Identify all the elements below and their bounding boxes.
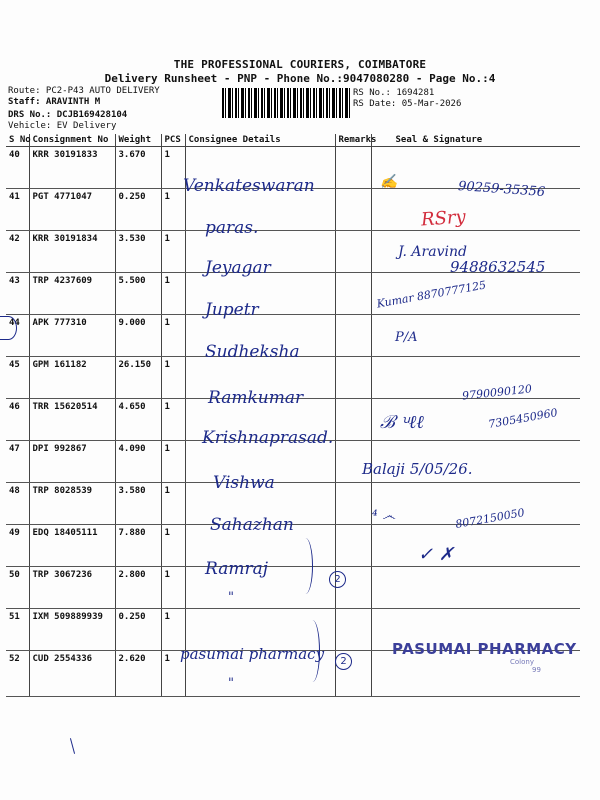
consignment-cell: CUD 2554336 bbox=[29, 651, 115, 697]
consignment-cell: TRP 4237609 bbox=[29, 273, 115, 315]
weight-cell: 4.090 bbox=[115, 441, 161, 483]
weight-cell: 0.250 bbox=[115, 189, 161, 231]
stamp-line: Colony bbox=[510, 658, 534, 666]
table-header-row bbox=[6, 134, 580, 147]
weight-cell: 3.670 bbox=[115, 147, 161, 189]
brace-stroke bbox=[305, 620, 320, 682]
signature-phone: 9488632545 bbox=[450, 258, 546, 276]
circled-count: 2 bbox=[329, 571, 346, 588]
pcs-cell: 1 bbox=[161, 483, 185, 525]
sno-cell: 41 bbox=[6, 189, 29, 231]
sno-cell: 42 bbox=[6, 231, 29, 273]
pcs-cell: 1 bbox=[161, 315, 185, 357]
sno-cell: 52 bbox=[6, 651, 29, 697]
sno-cell: 44 bbox=[6, 315, 29, 357]
pcs-cell: 1 bbox=[161, 567, 185, 609]
handwritten-name: Jupetr bbox=[205, 300, 259, 320]
ditto-mark: " bbox=[228, 590, 234, 605]
weight-cell: 0.250 bbox=[115, 609, 161, 651]
sno-cell: 48 bbox=[6, 483, 29, 525]
handwritten-name: pasumai pharmacy bbox=[180, 645, 325, 663]
pcs-cell: 1 bbox=[161, 609, 185, 651]
weight-cell: 4.650 bbox=[115, 399, 161, 441]
consignment-cell: TRR 15620514 bbox=[29, 399, 115, 441]
pcs-cell: 1 bbox=[161, 525, 185, 567]
signature-cell bbox=[371, 525, 580, 567]
handwritten-name: paras. bbox=[205, 218, 259, 238]
staff-text: Staff: ARAVINTH M bbox=[8, 97, 101, 107]
pharmacy-stamp bbox=[392, 640, 582, 674]
handwritten-name: Ramraj bbox=[205, 559, 268, 579]
remarks-cell bbox=[335, 609, 371, 651]
col-header-consignment: Consignment No bbox=[29, 134, 115, 147]
ditto-mark: " bbox=[228, 676, 234, 691]
sno-cell: 40 bbox=[6, 147, 29, 189]
rs-date: RS Date: 05-Mar-2026 bbox=[353, 99, 462, 109]
stamp-line: 99 bbox=[532, 666, 541, 674]
pcs-cell: 1 bbox=[161, 273, 185, 315]
remarks-cell bbox=[335, 357, 371, 399]
pcs-cell: 1 bbox=[161, 651, 185, 697]
signature: Balaji 5/05/26. bbox=[362, 460, 473, 478]
handwritten-name: Venkateswaran bbox=[183, 176, 315, 196]
weight-cell: 3.530 bbox=[115, 231, 161, 273]
consignment-cell: EDQ 18405111 bbox=[29, 525, 115, 567]
weight-cell: 2.620 bbox=[115, 651, 161, 697]
table-row bbox=[6, 273, 580, 315]
remarks-cell bbox=[335, 399, 371, 441]
consignment-cell: TRP 8028539 bbox=[29, 483, 115, 525]
sno-cell: 51 bbox=[6, 609, 29, 651]
signature-phone: 9790090120 bbox=[461, 382, 533, 403]
signature: RSry bbox=[420, 206, 467, 231]
consignment-cell: PGT 4771047 bbox=[29, 189, 115, 231]
signature-scribble: ✓ ✗ bbox=[418, 544, 454, 565]
weight-cell: 7.880 bbox=[115, 525, 161, 567]
consignment-cell: KRR 30191833 bbox=[29, 147, 115, 189]
remarks-cell bbox=[335, 231, 371, 273]
pcs-cell: 1 bbox=[161, 147, 185, 189]
consignment-cell: APK 777310 bbox=[29, 315, 115, 357]
handwritten-name: Jeyagar bbox=[205, 258, 271, 278]
remarks-cell bbox=[335, 147, 371, 189]
pcs-cell: 1 bbox=[161, 441, 185, 483]
signature: P/A bbox=[395, 330, 418, 345]
sno-cell: 45 bbox=[6, 357, 29, 399]
handwritten-name: Vishwa bbox=[213, 473, 275, 493]
pcs-cell: 1 bbox=[161, 357, 185, 399]
consignment-cell: TRP 3067236 bbox=[29, 567, 115, 609]
sno-cell: 49 bbox=[6, 525, 29, 567]
sno-cell: 43 bbox=[6, 273, 29, 315]
weight-cell: 3.580 bbox=[115, 483, 161, 525]
runsheet-subtitle: Delivery Runsheet - PNP - Phone No.:9047080280 - Page No.:4 bbox=[104, 72, 496, 85]
col-header-sno: S No bbox=[6, 134, 29, 147]
handwritten-name: Ramkumar bbox=[208, 388, 304, 408]
signature-phone: 90259-35356 bbox=[457, 178, 546, 201]
col-header-remarks: Remarks bbox=[335, 134, 371, 147]
signature: Kumar 8870777125 bbox=[375, 278, 488, 311]
stamp-name: PASUMAI PHARMACY bbox=[392, 640, 577, 658]
weight-cell: 9.000 bbox=[115, 315, 161, 357]
circled-count: 2 bbox=[335, 653, 352, 670]
pcs-cell: 1 bbox=[161, 231, 185, 273]
weight-cell: 2.800 bbox=[115, 567, 161, 609]
table-row bbox=[6, 567, 580, 609]
consignment-cell: GPM 161182 bbox=[29, 357, 115, 399]
consignment-cell: DPI 992867 bbox=[29, 441, 115, 483]
signature: J. Aravind bbox=[398, 244, 467, 260]
row-mark-circle bbox=[0, 316, 17, 340]
vehicle-text: Vehicle: EV Delivery bbox=[8, 121, 117, 131]
weight-cell: 5.500 bbox=[115, 273, 161, 315]
barcode bbox=[222, 88, 350, 118]
remarks-cell bbox=[335, 315, 371, 357]
signature-scribble: ✍ bbox=[380, 174, 398, 190]
remarks-cell bbox=[335, 525, 371, 567]
runsheet-table bbox=[6, 134, 580, 697]
drs-number: DRS No.: DCJB169428104 bbox=[8, 110, 128, 120]
sno-cell: 46 bbox=[6, 399, 29, 441]
pcs-cell: 1 bbox=[161, 399, 185, 441]
stray-pen-mark bbox=[70, 738, 75, 754]
col-header-weight: Weight bbox=[115, 134, 161, 147]
pcs-cell: 1 bbox=[161, 189, 185, 231]
handwritten-name: Krishnaprasad. bbox=[202, 428, 334, 448]
brace-stroke bbox=[298, 538, 313, 594]
signature-phone: 7305450960 bbox=[487, 406, 559, 431]
consignment-cell: IXM 509889939 bbox=[29, 609, 115, 651]
remarks-cell bbox=[335, 273, 371, 315]
handwritten-name: Sahazhan bbox=[210, 515, 294, 535]
company-title: THE PROFESSIONAL COURIERS, COIMBATORE bbox=[173, 58, 427, 71]
handwritten-name: Sudheksha bbox=[205, 342, 300, 362]
col-header-consignee: Consignee Details bbox=[185, 134, 335, 147]
signature-cell bbox=[371, 567, 580, 609]
weight-cell: 26.150 bbox=[115, 357, 161, 399]
signature-scribble: ⁴ ෴ bbox=[372, 508, 396, 524]
signature-scribble: ℬ ꭟℓℓ bbox=[380, 412, 424, 433]
col-header-seal: Seal & Signature bbox=[371, 134, 580, 147]
signature-phone: 8072150050 bbox=[454, 506, 526, 531]
remarks-cell bbox=[335, 189, 371, 231]
rs-number: RS No.: 1694281 bbox=[353, 88, 435, 98]
consignment-cell: KRR 30191834 bbox=[29, 231, 115, 273]
sno-cell: 47 bbox=[6, 441, 29, 483]
remarks-cell bbox=[335, 483, 371, 525]
sno-cell: 50 bbox=[6, 567, 29, 609]
route-text: Route: PC2-P43 AUTO DELIVERY bbox=[8, 86, 160, 96]
col-header-pcs: PCS bbox=[161, 134, 185, 147]
